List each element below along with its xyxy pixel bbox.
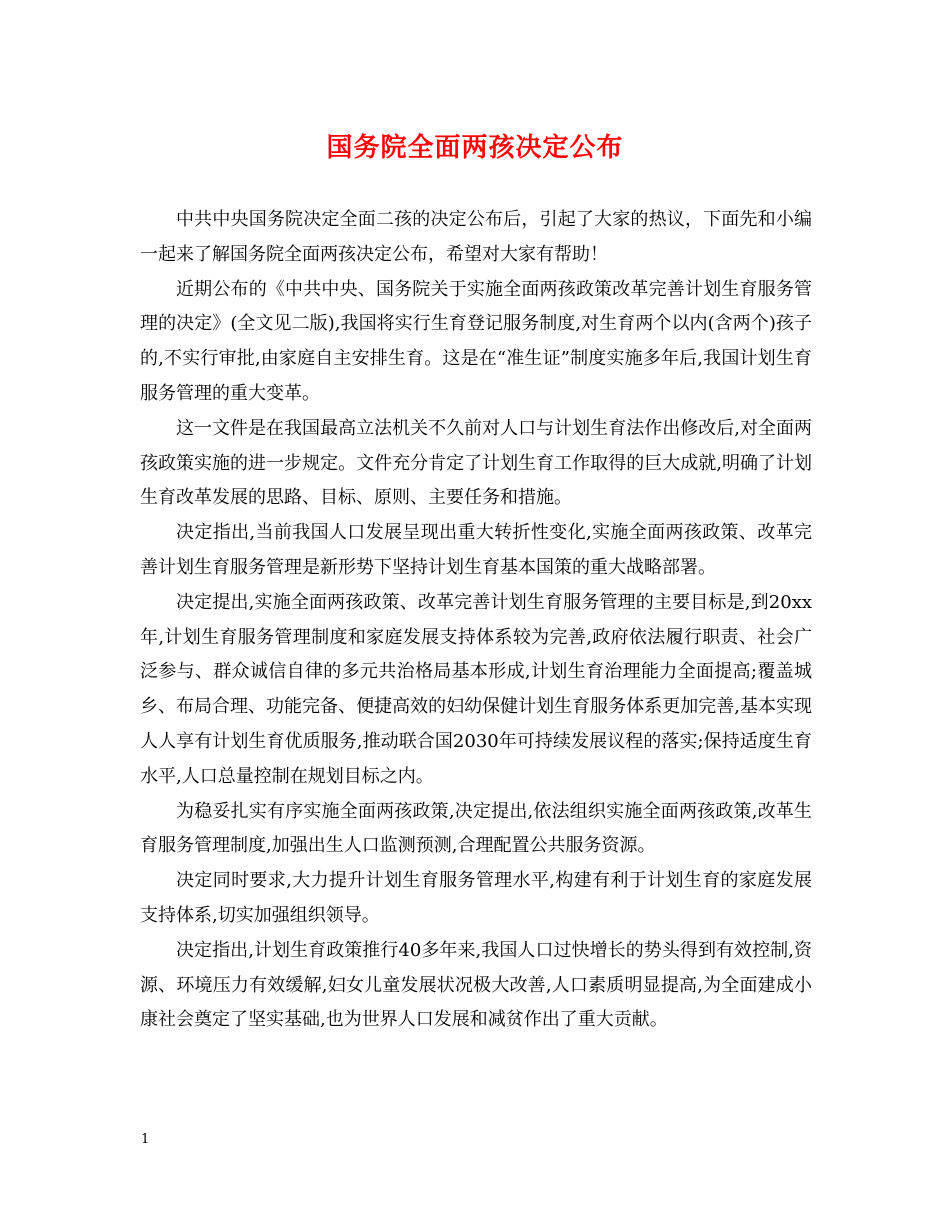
- paragraph-8: 决定指出,计划生育政策推行40多年来,我国人口过快增长的势头得到有效控制,资源、环境压力有效缓解,妇女儿童发展状况极大改善,人口素质明显提高,为全面建成小康社会奠定了坚实基础,也为世界人口发展和减贫作出了重大贡献。: [140, 939, 812, 1031]
- paragraph-3: 这一文件是在我国最高立法机关不久前对人口与计划生育法作出修改后,对全面两孩政策实施的进一步规定。文件充分肯定了计划生育工作取得的巨大成就,明确了计划生育改革发展的思路、目标、原则、主要任务和措施。: [140, 417, 812, 509]
- paragraph-4: 决定指出,当前我国人口发展呈现出重大转折性变化,实施全面两孩政策、改革完善计划生育服务管理是新形势下坚持计划生育基本国策的重大战略部署。: [140, 522, 812, 578]
- document-title: 国务院全面两孩决定公布: [326, 133, 624, 163]
- paragraph-2: 近期公布的《中共中央、国务院关于实施全面两孩政策改革完善计划生育服务管理的决定》(全文见二版),我国将实行生育登记服务制度,对生育两个以内(含两个)孩子的,不实行审批,由家庭自主安排生育。这是在“准生证”制度实施多年后,我国计划生育服务管理的重大变革。: [140, 278, 812, 404]
- document-body: [140, 203, 812, 1038]
- paragraph-7: 决定同时要求,大力提升计划生育服务管理水平,构建有利于计划生育的家庭发展支持体系,切实加强组织领导。: [140, 870, 812, 926]
- page-number: 1: [141, 1132, 150, 1147]
- paragraph-5: 决定提出,实施全面两孩政策、改革完善计划生育服务管理的主要目标是,到20xx年,计划生育服务管理制度和家庭发展支持体系较为完善,政府依法履行职责、社会广泛参与、群众诚信自律的多元共治格局基本形成,计划生育治理能力全面提高;覆盖城乡、布局合理、功能完备、便捷高效的妇幼保健计划生育服务体系更加完善,基本实现人人享有计划生育优质服务,推动联合国2030年可持续发展议程的落实;保持适度生育水平,人口总量控制在规划目标之内。: [140, 591, 812, 787]
- paragraph-1: 中共中央国务院决定全面二孩的决定公布后，引起了大家的热议，下面先和小编一起来了解国务院全面两孩决定公布，希望对大家有帮助！: [140, 209, 812, 265]
- paragraph-6: 为稳妥扎实有序实施全面两孩政策,决定提出,依法组织实施全面两孩政策,改革生育服务管理制度,加强出生人口监测预测,合理配置公共服务资源。: [140, 800, 812, 857]
